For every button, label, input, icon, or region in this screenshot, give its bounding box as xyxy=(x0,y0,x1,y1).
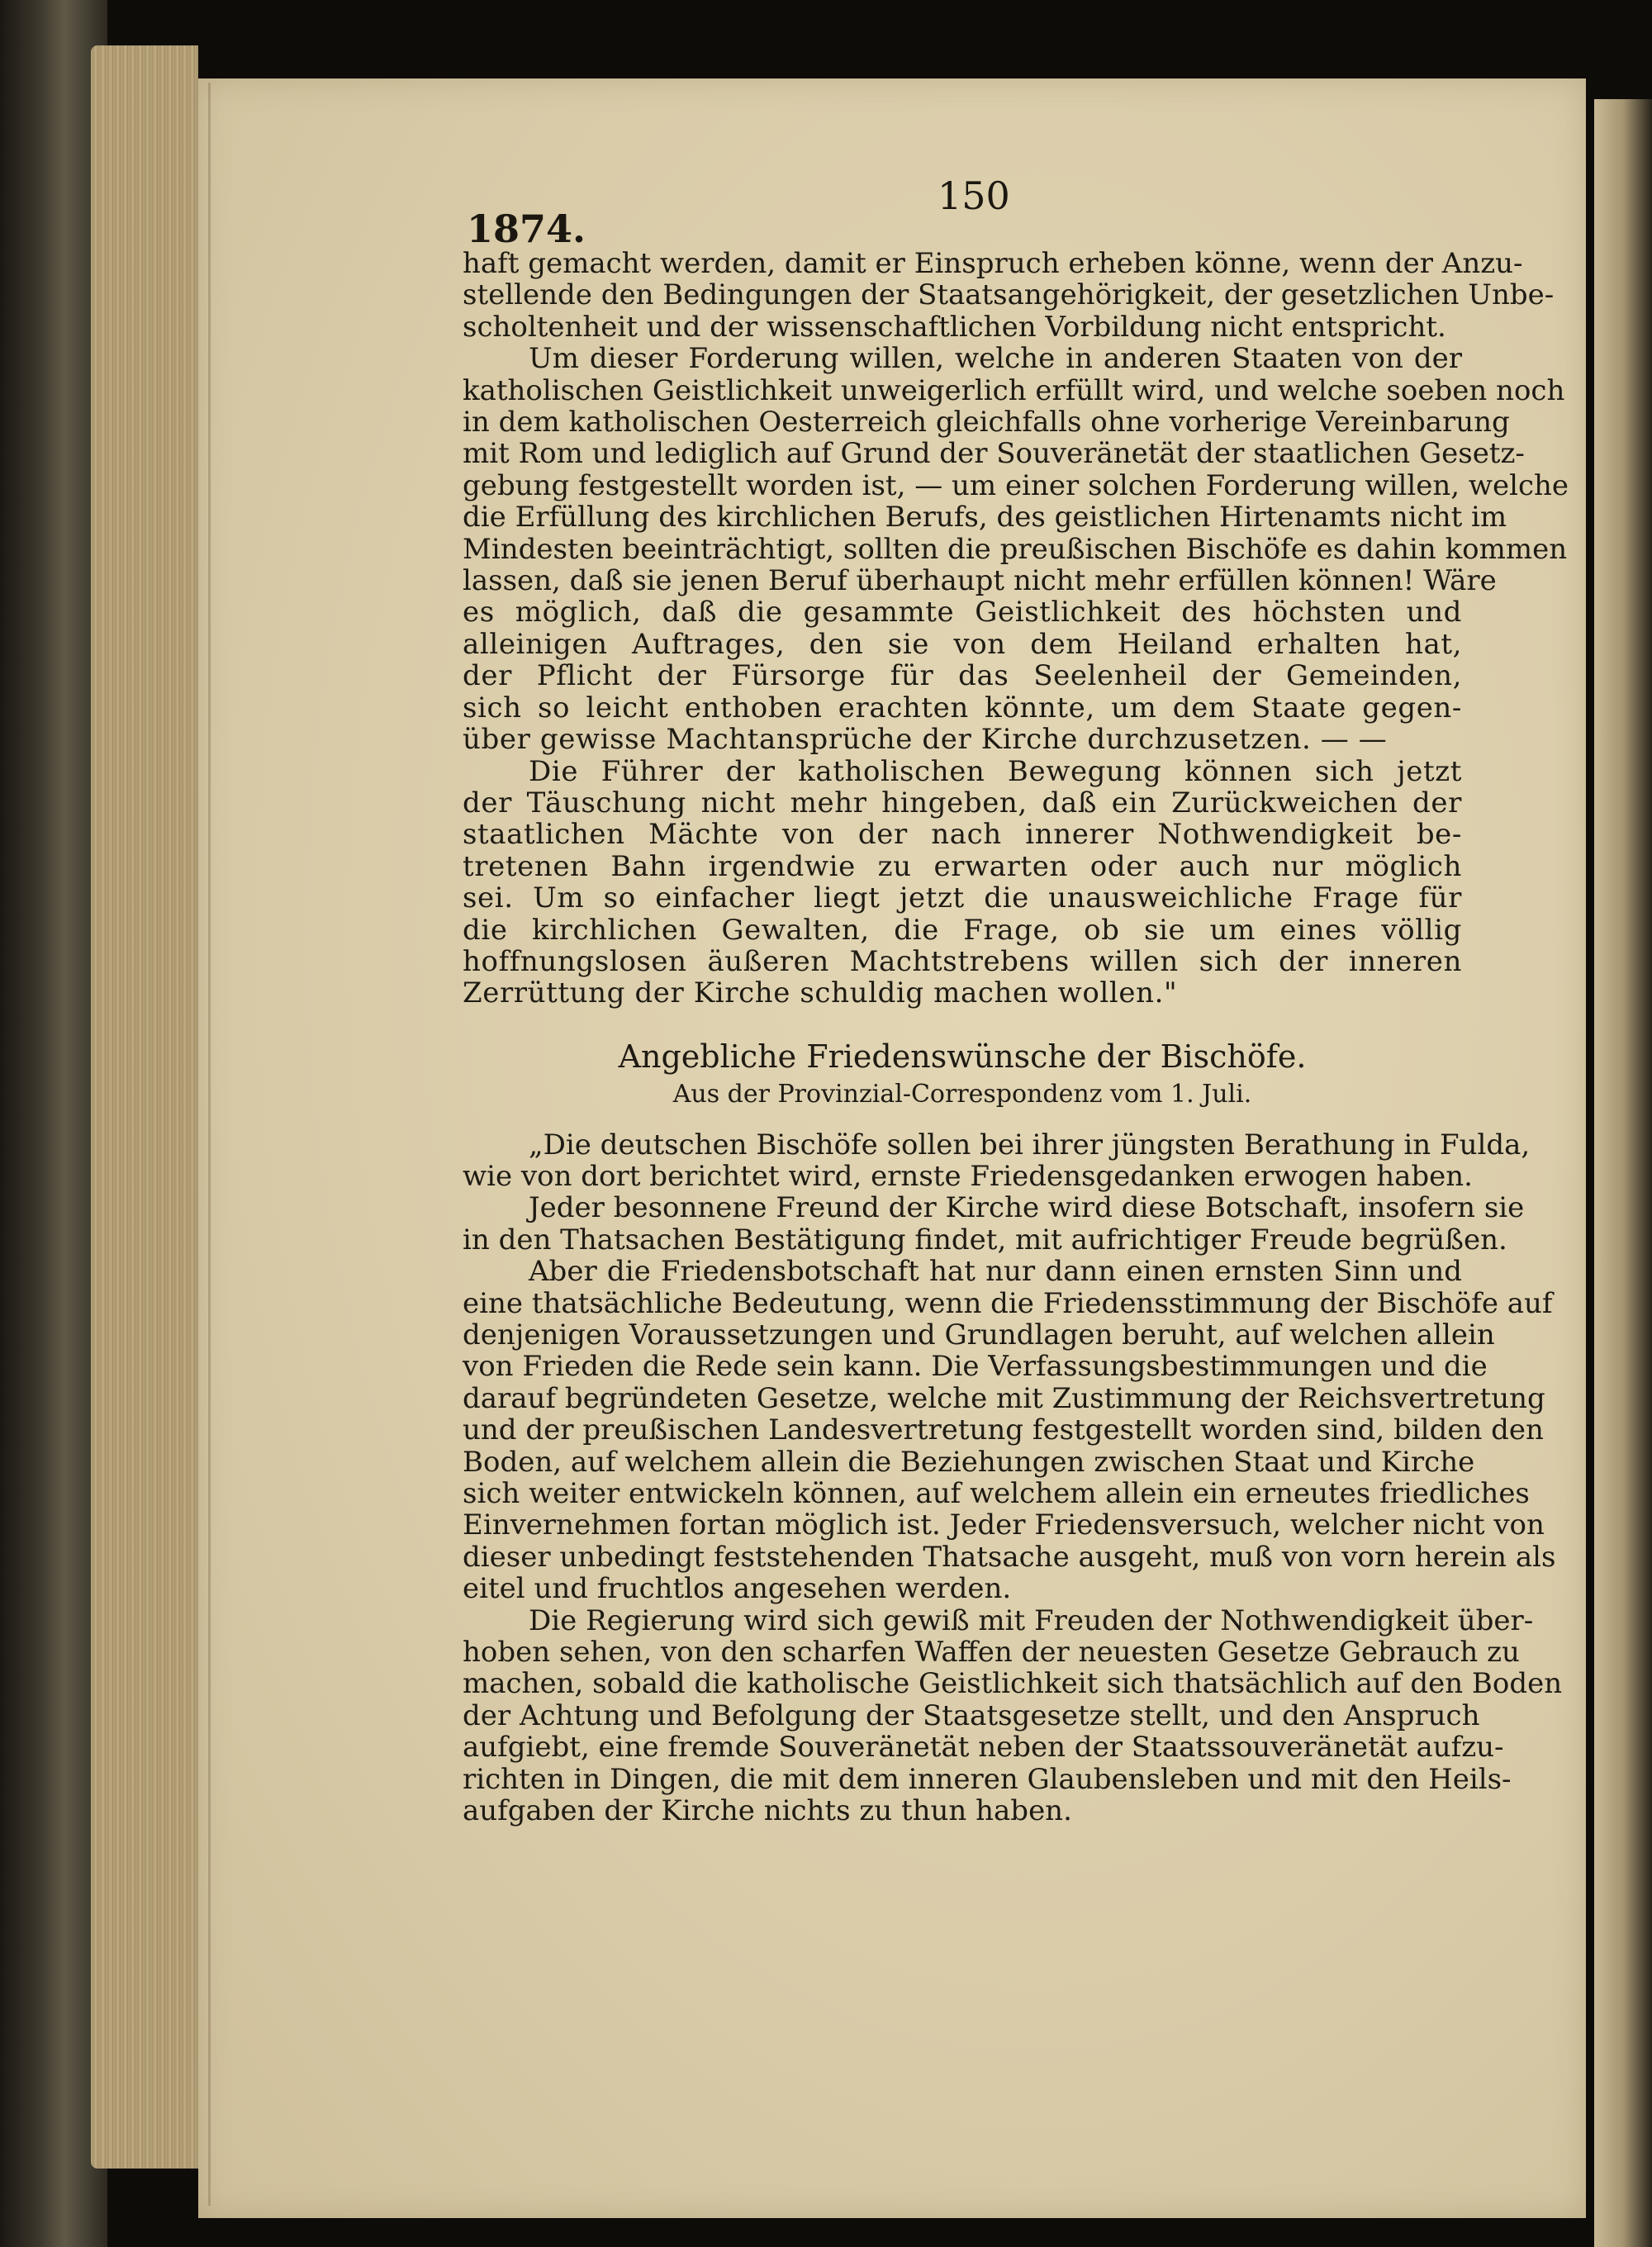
text-line: Aber die Friedensbotschaft hat nur dann einen ernsten Sinn und xyxy=(529,1255,1462,1289)
page-edges xyxy=(91,45,198,2169)
text-line: haft gemacht werden, damit er Einspruch erheben könne, wenn der Anzu- xyxy=(463,247,1523,280)
text-line: aufgiebt, eine fremde Souveränetät neben der Staatssouveränetät aufzu- xyxy=(463,1731,1504,1765)
text-line: der Achtung und Befolgung der Staatsgesetze stellt, und den Anspruch xyxy=(463,1698,1480,1732)
text-line: scholtenheit und der wissenschaftlichen Vorbildung nicht entspricht. xyxy=(463,310,1446,344)
paragraph xyxy=(463,1191,1525,1257)
text-line: „Die deutschen Bischöfe sollen bei ihrer jüngsten Berathung in Fulda, xyxy=(529,1128,1531,1162)
section-subtitle: Aus der Provinzial-Correspondenz vom 1. Juli. xyxy=(672,1080,1252,1109)
text-line: richten in Dingen, die mit dem inneren Glaubensleben und mit den Heils- xyxy=(463,1762,1512,1796)
text-line: dieser unbedingt feststehenden Thatsache ausgeht, muß von vorn herein als xyxy=(463,1540,1556,1574)
text-line: die Erfüllung des kirchlichen Berufs, des geistlichen Hirtenamts nicht im xyxy=(463,501,1507,534)
paragraph xyxy=(463,1255,1556,1606)
text-line: stellende den Bedingungen der Staatsangehörigkeit, der gesetzlichen Unbe- xyxy=(463,278,1555,312)
text-line: von Frieden die Rede sein kann. Die Verfassungsbestimmungen und die xyxy=(463,1350,1488,1384)
text-line: sich weiter entwickeln können, auf welchem allein ein erneutes friedliches xyxy=(463,1477,1530,1511)
paragraph xyxy=(463,756,1462,1009)
year-label: 1874. xyxy=(467,207,586,251)
section-title: Angebliche Friedenswünsche der Bischöfe. xyxy=(618,1038,1307,1075)
text-line: lassen, daß sie jenen Beruf überhaupt nicht mehr erfüllen können! Wäre xyxy=(463,564,1497,598)
text-line: sei. Um so einfacher liegt jetzt die unausweichliche Frage für xyxy=(463,881,1462,915)
text-line: hoben sehen, von den scharfen Waffen der neuesten Gesetze Gebrauch zu xyxy=(463,1636,1520,1670)
text-line: mit Rom und lediglich auf Grund der Souveränetät der staatlichen Gesetz- xyxy=(463,437,1525,471)
paragraph-continued xyxy=(463,247,1555,344)
paragraph xyxy=(463,342,1569,757)
text-line: der Pflicht der Fürsorge für das Seelenheil der Gemeinden, xyxy=(463,659,1462,693)
right-page-edge xyxy=(1594,99,1652,2247)
text-line: gebung festgestellt worden ist, — um einer solchen Forderung willen, welche xyxy=(463,468,1569,502)
text-line: Boden, auf welchem allein die Beziehungen zwischen Staat und Kirche xyxy=(463,1445,1475,1479)
text-line: denjenigen Voraussetzungen und Grundlagen beruht, auf welchen allein xyxy=(463,1318,1495,1352)
page-body xyxy=(463,247,1569,1828)
text-line: Jeder besonnene Freund der Kirche wird diese Botschaft, insofern sie xyxy=(529,1191,1525,1225)
text-line: alleinigen Auftrages, den sie von dem Heiland erhalten hat, xyxy=(463,627,1462,661)
text-line: tretenen Bahn irgendwie zu erwarten oder auch nur möglich xyxy=(463,849,1462,883)
paragraph xyxy=(463,1603,1563,1828)
text-line: hoffnungslosen äußeren Machtstrebens willen sich der inneren xyxy=(463,944,1462,978)
text-line: katholischen Geistlichkeit unweigerlich erfüllt wird, und welche soeben noch xyxy=(463,373,1565,407)
text-line: Zerrüttung der Kirche schuldig machen wollen." xyxy=(463,976,1178,1010)
text-line: eitel und fruchtlos angesehen werden. xyxy=(463,1572,1012,1606)
paragraph xyxy=(463,1128,1531,1193)
page-fold xyxy=(208,83,211,2206)
text-line: Die Regierung wird sich gewiß mit Freuden der Nothwendigkeit über- xyxy=(529,1603,1534,1637)
text-line: in den Thatsachen Bestätigung findet, mit aufrichtiger Freude begrüßen. xyxy=(463,1223,1507,1257)
text-line: und der preußischen Landesvertretung festgestellt worden sind, bilden den xyxy=(463,1413,1544,1447)
text-line: die kirchlichen Gewalten, die Frage, ob sie um eines völlig xyxy=(463,913,1462,947)
text-line: Mindesten beeinträchtigt, sollten die preußischen Bischöfe es dahin kommen xyxy=(463,532,1568,566)
text-line: darauf begründeten Gesetze, welche mit Zustimmung der Reichsvertretung xyxy=(463,1381,1545,1415)
text-line: Um dieser Forderung willen, welche in anderen Staaten von der xyxy=(529,342,1462,376)
text-line: über gewisse Machtansprüche der Kirche durchzusetzen. — — xyxy=(463,723,1388,757)
text-line: es möglich, daß die gesammte Geistlichkeit des höchsten und xyxy=(463,596,1462,629)
text-line: staatlichen Mächte von der nach innerer Nothwendigkeit be- xyxy=(463,818,1462,852)
text-line: sich so leicht enthoben erachten könnte, um dem Staate gegen- xyxy=(463,691,1462,724)
text-line: Die Führer der katholischen Bewegung können sich jetzt xyxy=(529,754,1462,788)
text-line: wie von dort berichtet wird, ernste Friedensgedanken erwogen haben. xyxy=(463,1159,1473,1193)
text-line: machen, sobald die katholische Geistlichkeit sich thatsächlich auf den Boden xyxy=(463,1667,1563,1701)
text-line: aufgaben der Kirche nichts zu thun haben. xyxy=(463,1794,1072,1828)
text-line: der Täuschung nicht mehr hingeben, daß ein Zurückweichen der xyxy=(463,786,1462,819)
text-line: Einvernehmen fortan möglich ist. Jeder Friedensversuch, welcher nicht von xyxy=(463,1508,1545,1542)
page-number: 150 xyxy=(938,173,1010,218)
text-line: in dem katholischen Oesterreich gleichfalls ohne vorherige Vereinbarung xyxy=(463,406,1510,439)
text-line: eine thatsächliche Bedeutung, wenn die Friedensstimmung der Bischöfe auf xyxy=(463,1286,1553,1320)
